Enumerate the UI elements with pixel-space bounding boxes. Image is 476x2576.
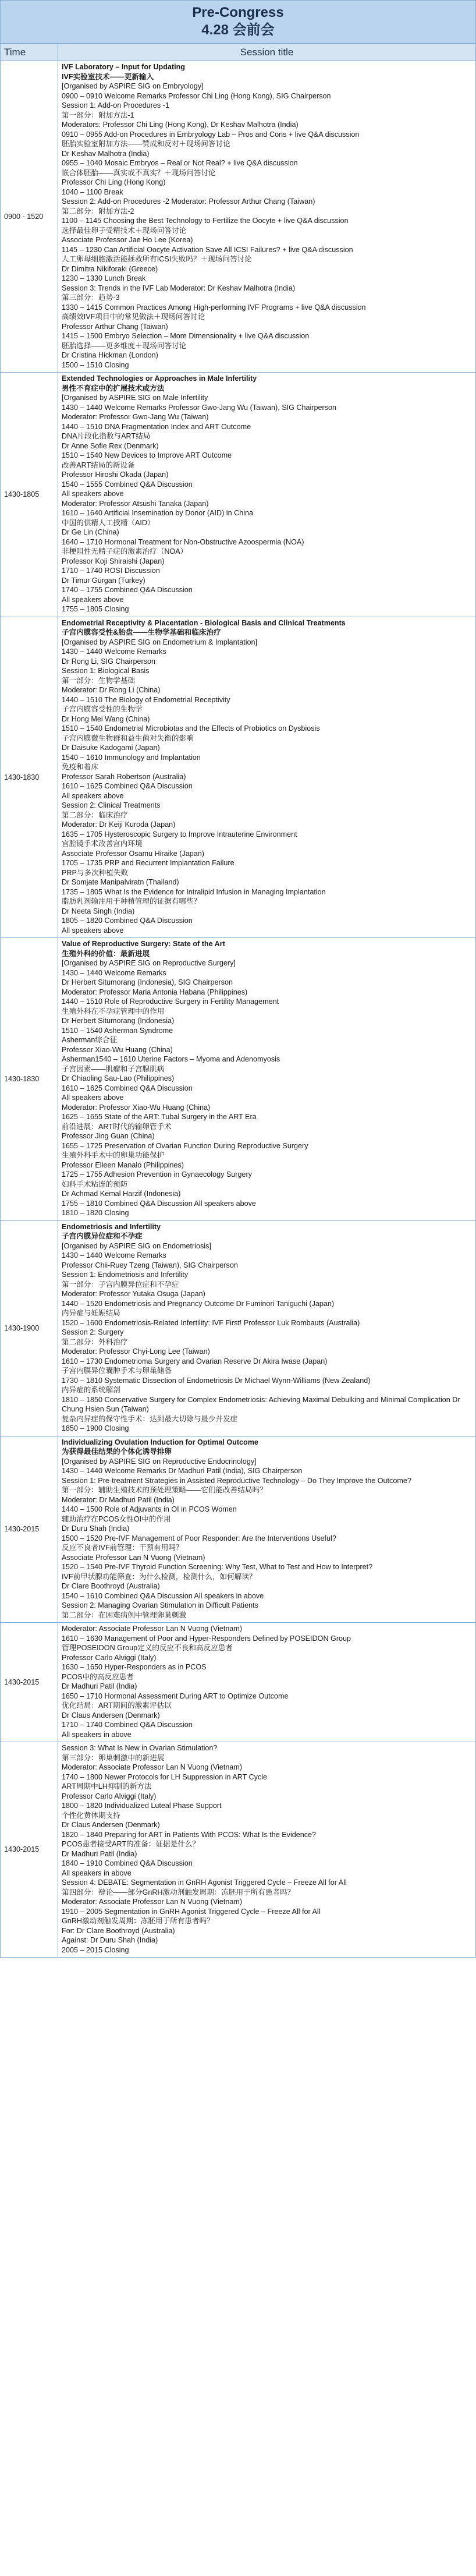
- session-line: 1610 – 1730 Endometrioma Surgery and Ovarian Reserve Dr Akira Iwase (Japan): [62, 1357, 328, 1365]
- session-line: 1800 – 1820 Individualized Luteal Phase Support: [62, 1802, 222, 1810]
- session-line: 第二部分：附加方法-2: [62, 207, 134, 215]
- session-heading: 为获得最佳结果的个体化诱导排卵: [62, 1448, 172, 1456]
- session-line: [Organised by ASPIRE SIG on Reproductive Surgery]: [62, 959, 236, 967]
- session-heading: Individualizing Ovulation Induction for Optimal Outcome: [62, 1438, 258, 1446]
- session-line: 脂肪乳剂输注用于种植管理的证据有哪些？: [62, 897, 201, 905]
- session-line: Dr Daisuke Kadogami (Japan): [62, 744, 160, 752]
- session-line: Session 1: Biological Basis: [62, 667, 150, 675]
- session-line: 1650 – 1710 Hormonal Assessment During ART to Optimize Outcome: [62, 1692, 289, 1700]
- session-line: 0900 – 0910 Welcome Remarks Professor Chi Ling (Hong Kong), SIG Chairperson: [62, 91, 331, 100]
- session-line: 第二部分：临床治疗: [62, 811, 128, 819]
- page-title: Pre-Congress: [192, 5, 284, 20]
- session-line: 第二部分：外科治疗: [62, 1337, 128, 1346]
- session-line: Dr Cristina Hickman (London): [62, 351, 158, 359]
- session-time: 1430-2015: [1, 1436, 58, 1623]
- session-heading: Endometrial Receptivity & Placentation - Biological Basis and Clinical Treatments: [62, 618, 346, 627]
- session-time: 1430-1805: [1, 373, 58, 617]
- session-line: GnRH激动剂触发周期：冻胚用于所有患者吗？: [62, 1917, 214, 1925]
- session-line: 优化结局：ART期间的激素评估以: [62, 1701, 172, 1710]
- session-line: Dr Neeta Singh (India): [62, 907, 135, 915]
- session-line: 人工卵母细胞激活能拯救所有ICSI失败吗？＋现场问答讨论: [62, 255, 252, 263]
- session-line: 1440 – 1510 DNA Fragmentation Index and ART Outcome: [62, 422, 251, 431]
- session-line: Professor Hiroshi Okada (Japan): [62, 470, 169, 479]
- session-time: 0900 - 1520: [1, 61, 58, 373]
- session-line: Moderator: Dr Rong Li (China): [62, 686, 161, 694]
- session-line: 免疫和着床: [62, 763, 98, 771]
- table-row: [1, 617, 476, 938]
- session-heading: 子宫内膜容受性&胎盘——生物学基础和临床治疗: [62, 628, 221, 636]
- session-line: Session 4: DEBATE: Segmentation in GnRH Agonist Triggered Cycle – Freeze All for All: [62, 1878, 347, 1887]
- session-line: 1510 – 1540 New Devices to Improve ART Outcome: [62, 451, 232, 459]
- session-line: 1730 – 1810 Systematic Dissection of Endometriosis Dr Michael Wynn-Williams (New Zealand): [62, 1376, 371, 1385]
- session-line: Moderators: Professor Chi Ling (Hong Kong), Dr Keshav Malhotra (India): [62, 121, 299, 129]
- session-line: 1330 – 1415 Common Practices Among High-performing IVF Programs + live Q&A discussion: [62, 303, 366, 312]
- table-row: [1, 1742, 476, 1958]
- session-line: Dr Clare Boothroyd (Australia): [62, 1582, 160, 1590]
- session-line: Moderator: Associate Professor Lan N Vuong (Vietnam): [62, 1763, 243, 1771]
- session-line: 1040 – 1100 Break: [62, 187, 123, 196]
- session-line: Dr Anne Sofie Rex (Denmark): [62, 441, 159, 450]
- session-line: 1510 – 1540 Endometrial Microbiotas and the Effects of Probiotics on Dysbiosis: [62, 724, 320, 733]
- session-line: 嵌合体胚胎——真实或不真实？＋现场问答讨论: [62, 168, 216, 177]
- session-line: 1735 – 1805 What Is the Evidence for Intralipid Infusion in Managing Implantation: [62, 887, 326, 896]
- title-banner: [0, 0, 476, 44]
- session-line: 0910 – 0955 Add-on Procedures in Embryology Lab – Pros and Cons + live Q&A discussion: [62, 130, 360, 139]
- session-line: 1840 – 1910 Combined Q&A Discussion: [62, 1859, 193, 1867]
- session-line: Professor Chii-Ruey Tzeng (Taiwan), SIG Chairperson: [62, 1261, 238, 1269]
- table-row: [1, 1220, 476, 1436]
- session-line: Asherman综合征: [62, 1036, 118, 1044]
- session-line: Dr Duru Shah (India): [62, 1524, 130, 1533]
- session-line: 生殖外科在不孕症管理中的作用: [62, 1007, 165, 1015]
- session-line: Professor Carlo Alviggi (Italy): [62, 1792, 157, 1800]
- session-heading: 男性不育症中的扩展技术或方法: [62, 384, 165, 392]
- session-line: All speakers above: [62, 926, 124, 935]
- session-details: [58, 1220, 476, 1436]
- session-line: 1740 – 1755 Combined Q&A Discussion: [62, 586, 193, 594]
- session-line: Moderator: Professor Chyi-Long Lee (Taiwan): [62, 1347, 210, 1356]
- session-line: 1520 – 1600 Endometriosis-Related Infertility: IVF First! Professor Luk Rombauts (Australia): [62, 1318, 360, 1327]
- session-line: Session 2: Managing Ovarian Stimulation in Difficult Patients: [62, 1601, 258, 1609]
- session-line: Professor Carlo Alviggi (Italy): [62, 1653, 157, 1662]
- session-line: Associate Professor Osamu Hiraike (Japan): [62, 849, 204, 858]
- session-line: Dr Madhuri Patil (India): [62, 1849, 137, 1858]
- session-line: 胚胎选择——更多维度＋现场问答讨论: [62, 341, 187, 350]
- session-line: 1625 – 1655 State of the ART: Tubal Surgery in the ART Era: [62, 1113, 257, 1121]
- session-line: Associate Professor Jae Ho Lee (Korea): [62, 236, 193, 244]
- session-line: Dr Somjate Manipalviratn (Thailand): [62, 878, 179, 886]
- session-line: 个性化黄体期支持: [62, 1811, 120, 1820]
- session-line: 第一部分：辅助生殖技术的预处理策略——它们能改善结局吗？: [62, 1486, 267, 1494]
- session-details: [58, 1742, 476, 1958]
- session-line: 第一部分：生物学基础: [62, 676, 135, 685]
- session-line: 1440 – 1500 Role of Adjuvants in OI in PCOS Women: [62, 1505, 237, 1513]
- session-line: Session 2: Clinical Treatments: [62, 801, 161, 809]
- session-line: Session 3: Trends in the IVF Lab Moderator: Dr Keshav Malhotra (India): [62, 284, 296, 292]
- session-line: [Organised by ASPIRE SIG on Endometrium & Implantation]: [62, 638, 257, 646]
- session-line: 1630 – 1650 Hyper-Responders as in PCOS: [62, 1663, 207, 1671]
- program-rows: [1, 61, 476, 1958]
- session-line: Session 2: Add-on Procedures -2 Moderator: Professor Arthur Chang (Taiwan): [62, 197, 315, 206]
- session-line: 1540 – 1610 Immunology and Implantation: [62, 753, 201, 762]
- table-row: [1, 1623, 476, 1742]
- session-line: [Organised by ASPIRE SIG on Reproductive Endocrinology]: [62, 1457, 257, 1466]
- session-line: 1755 – 1810 Combined Q&A Discussion All speakers above: [62, 1199, 256, 1208]
- session-line: Professor Xiao-Wu Huang (China): [62, 1045, 173, 1054]
- session-heading: 生殖外科的价值：最新进展: [62, 949, 150, 958]
- session-line: 1640 – 1710 Hormonal Treatment for Non-Obstructive Azoospermia (NOA): [62, 537, 304, 546]
- session-time: 1430-1830: [1, 617, 58, 938]
- session-column-header: Session title: [58, 44, 476, 61]
- session-time: 1430-1900: [1, 1220, 58, 1436]
- session-line: 改善ART结局的新设备: [62, 461, 135, 469]
- session-line: 1610 – 1625 Combined Q&A Discussion: [62, 782, 193, 790]
- session-line: 1710 – 1740 Combined Q&A Discussion: [62, 1721, 193, 1729]
- session-line: 1540 – 1610 Combined Q&A Discussion All speakers in above: [62, 1591, 264, 1600]
- session-line: 第三部分：趋势-3: [62, 293, 120, 302]
- session-line: 1810 – 1850 Conservative Surgery for Complex Endometriosis: Achieving Maximal Debulking and Minimal Complication Dr Chung Hsien Sun (Taiwan): [62, 1395, 460, 1413]
- page-subtitle: 4.28 会前会: [201, 22, 275, 38]
- session-line: 1710 – 1740 ROSI Discussion: [62, 567, 160, 575]
- session-line: 非梗阻性无精子症的激素治疗（NOA）: [62, 547, 188, 555]
- session-time: 1430-1830: [1, 938, 58, 1221]
- session-line: 1100 – 1145 Choosing the Best Technology to Fertilize the Oocyte + live Q&A discussion: [62, 217, 349, 225]
- session-line: 妇科手术粘连的预防: [62, 1180, 128, 1188]
- session-line: Moderator: Dr Keiji Kuroda (Japan): [62, 820, 176, 829]
- session-line: All speakers above: [62, 791, 124, 800]
- session-line: Professor Elleen Manalo (Philippines): [62, 1160, 184, 1169]
- session-line: 1145 – 1230 Can Artificial Oocyte Activation Save All ICSI Failures? + live Q&A discussion: [62, 245, 353, 254]
- session-line: All speakers in above: [62, 1869, 132, 1877]
- session-line: Dr Herbert Situmorang (Indonesia), SIG Chairperson: [62, 978, 233, 986]
- session-line: 高绩效IVF项目中的常见做法＋现场问答讨论: [62, 313, 205, 321]
- session-line: Moderator: Dr Madhuri Patil (India): [62, 1495, 175, 1504]
- session-line: 第一部分：附加方法-1: [62, 111, 134, 119]
- session-details: [58, 938, 476, 1221]
- session-line: 1440 – 1510 The Biology of Endometrial Receptivity: [62, 695, 230, 704]
- session-line: Moderator: Professor Xiao-Wu Huang (China): [62, 1103, 211, 1112]
- session-line: 选择最佳卵子受精技术＋现场问答讨论: [62, 226, 187, 235]
- session-line: 第一部分：子宫内膜异位症和不孕症: [62, 1280, 179, 1289]
- session-line: All speakers above: [62, 595, 124, 604]
- session-line: Dr Chiaoling Sau-Lao (Philippines): [62, 1074, 175, 1082]
- session-line: Associate Professor Lan N Vuong (Vietnam): [62, 1553, 205, 1562]
- session-line: Professor Arthur Chang (Taiwan): [62, 322, 168, 331]
- session-line: Moderator: Professor Yutaka Osuga (Japan): [62, 1290, 205, 1298]
- session-line: 1610 – 1625 Combined Q&A Discussion: [62, 1084, 193, 1092]
- session-line: 1430 – 1440 Welcome Remarks: [62, 647, 166, 656]
- session-details: [58, 373, 476, 617]
- session-line: [Organised by ASPIRE SIG on Embryology]: [62, 82, 204, 90]
- session-heading: 子宫内膜异位症和不孕症: [62, 1232, 143, 1240]
- session-line: Dr Rong Li, SIG Chairperson: [62, 657, 155, 666]
- session-line: Moderator: Professor Atsushi Tanaka (Japan): [62, 499, 209, 508]
- session-line: Dr Keshav Malhotra (India): [62, 149, 150, 158]
- session-line: 第二部分：在困难病例中管理卵巢刺激: [62, 1611, 187, 1619]
- session-line: 1850 – 1900 Closing: [62, 1424, 129, 1432]
- session-line: 1440 – 1510 Role of Reproductive Surgery in Fertility Management: [62, 997, 279, 1006]
- session-line: 1705 – 1735 PRP and Recurrent Implantation Failure: [62, 859, 235, 867]
- session-line: DNA片段化指数与ART结局: [62, 432, 151, 440]
- session-line: 子宫因素——肌瘤和子宫腺肌病: [62, 1064, 165, 1073]
- session-line: 0955 – 1040 Mosaic Embryos – Real or Not Real? + live Q&A discussion: [62, 159, 298, 167]
- session-line: 1415 – 1500 Embryo Selection – More Dimensionality + live Q&A discussion: [62, 332, 310, 340]
- session-line: Professor Sarah Robertson (Australia): [62, 772, 186, 781]
- session-line: 内异症的系统解剖: [62, 1386, 120, 1394]
- session-heading: IVF Laboratory – Input for Updating: [62, 63, 185, 71]
- session-line: 子宫内膜异位囊肿手术与卵巢储备: [62, 1367, 172, 1375]
- session-line: 1520 – 1540 Pre-IVF Thyroid Function Screening: Why Test, What to Test and How to Interpret?: [62, 1563, 373, 1571]
- session-heading: Extended Technologies or Approaches in Male Infertility: [62, 374, 257, 383]
- session-heading: Value of Reproductive Surgery: State of the Art: [62, 940, 225, 948]
- session-line: Moderator: Professor Maria Antonia Habana (Philippines): [62, 988, 248, 996]
- session-line: 1540 – 1555 Combined Q&A Discussion: [62, 480, 193, 489]
- session-line: Session 2: Surgery: [62, 1328, 124, 1336]
- session-details: [58, 617, 476, 938]
- session-line: Dr Madhuri Patil (India): [62, 1682, 137, 1690]
- session-line: Asherman1540 – 1610 Uterine Factors – Myoma and Adenomyosis: [62, 1055, 280, 1063]
- session-line: 第四部分：辩论——部分GnRH激动剂触发周期：冻胚用于所有患者吗？: [62, 1888, 295, 1896]
- session-line: 1740 – 1800 Newer Protocols for LH Suppression in ART Cycle: [62, 1772, 268, 1781]
- session-line: 1810 – 1820 Closing: [62, 1209, 129, 1217]
- session-heading: Endometriosis and Infertility: [62, 1222, 161, 1231]
- session-time: 1430-2015: [1, 1623, 58, 1742]
- session-line: 1805 – 1820 Combined Q&A Discussion: [62, 917, 193, 925]
- session-line: Dr Timur Gürgan (Turkey): [62, 576, 145, 585]
- program-table: [0, 44, 476, 1958]
- session-line: 内异症与妊娠结局: [62, 1309, 120, 1317]
- session-line: 1500 – 1510 Closing: [62, 360, 129, 369]
- session-line: 1430 – 1440 Welcome Remarks: [62, 968, 166, 977]
- session-line: 1510 – 1540 Asherman Syndrome: [62, 1026, 173, 1035]
- session-line: Session 1: Endometriosis and Infertility: [62, 1271, 188, 1279]
- session-line: Professor Chi Ling (Hong Kong): [62, 178, 166, 186]
- session-line: 1910 – 2005 Segmentation in GnRH Agonist Triggered Cycle – Freeze All for All: [62, 1907, 321, 1916]
- session-line: Moderator: Professor Gwo-Jang Wu (Taiwan): [62, 413, 209, 421]
- session-time: 1430-2015: [1, 1742, 58, 1958]
- session-line: Session 1: Pre-treatment Strategies in Assisted Reproductive Technology – Do They Improve the Outcome?: [62, 1476, 411, 1485]
- session-details: [58, 1436, 476, 1623]
- session-line: 1755 – 1805 Closing: [62, 605, 129, 613]
- table-row: [1, 61, 476, 373]
- session-line: 2005 – 2015 Closing: [62, 1945, 129, 1954]
- session-line: 1230 – 1330 Lunch Break: [62, 274, 146, 282]
- session-line: 辅助治疗在PCOS女性OI中的作用: [62, 1515, 171, 1523]
- session-line: Dr Claus Andersen (Denmark): [62, 1711, 160, 1719]
- session-line: Against: Dr Duru Shah (India): [62, 1936, 158, 1944]
- session-line: 1500 – 1520 Pre-IVF Management of Poor Responder: Are the Interventions Useful?: [62, 1534, 336, 1542]
- session-line: PCOS患者接受ART的准备：证据是什么？: [62, 1840, 200, 1848]
- session-line: [Organised by ASPIRE SIG on Endometriosis]: [62, 1241, 211, 1250]
- session-line: PRP与多次种植失败: [62, 868, 129, 877]
- session-line: Professor Jing Guan (China): [62, 1132, 155, 1140]
- session-line: 中国的供精人工授精（AID）: [62, 518, 155, 527]
- table-row: [1, 1436, 476, 1623]
- session-line: Dr Hong Mei Wang (China): [62, 714, 150, 723]
- session-line: ART周期中LH抑制的新方法: [62, 1782, 152, 1791]
- session-line: All speakers above: [62, 1094, 124, 1102]
- session-details: [58, 61, 476, 373]
- session-line: Dr Achmad Kemal Harzif (Indonesia): [62, 1190, 181, 1198]
- session-line: 胚胎实验室附加方法——赞成和反对＋现场问答讨论: [62, 140, 230, 148]
- session-line: Dr Dimitra Nikiforaki (Greece): [62, 264, 158, 273]
- session-line: Dr Herbert Situmorang (Indonesia): [62, 1017, 175, 1025]
- session-heading: IVF实验室技术——更新输入: [62, 72, 154, 81]
- session-line: Professor Koji Shiraishi (Japan): [62, 557, 165, 565]
- time-column-header: Time: [1, 44, 58, 61]
- table-row: [1, 373, 476, 617]
- session-line: 管理POSEIDON Group定义的反应不良和高反应患者: [62, 1644, 233, 1652]
- session-line: For: Dr Clare Boothroyd (Australia): [62, 1926, 175, 1935]
- session-line: All speakers in above: [62, 1730, 132, 1739]
- table-header-row: [1, 44, 476, 61]
- session-line: 宫腔镜手术改善宫内环境: [62, 840, 143, 848]
- session-line: All speakers above: [62, 490, 124, 498]
- session-line: 1820 – 1840 Preparing for ART in Patients With PCOS: What Is the Evidence?: [62, 1830, 317, 1839]
- session-line: 1635 – 1705 Hysteroscopic Surgery to Improve Intrauterine Environment: [62, 830, 297, 838]
- session-line: 1655 – 1725 Preservation of Ovarian Function During Reproductive Surgery: [62, 1141, 308, 1150]
- table-row: [1, 938, 476, 1221]
- session-line: 子宫内膜微生物群和益生菌对失衡的影响: [62, 734, 194, 742]
- session-line: IVF前甲状腺功能筛查：为什么检测，检测什么，如何解读？: [62, 1572, 257, 1581]
- session-details: [58, 1623, 476, 1742]
- session-line: 1430 – 1440 Welcome Remarks Professor Gwo-Jang Wu (Taiwan), SIG Chairperson: [62, 403, 337, 412]
- session-line: 反应不良者IVF前管理：干预有用吗？: [62, 1544, 183, 1552]
- session-line: 1430 – 1440 Welcome Remarks Dr Madhuri Patil (India), SIG Chairperson: [62, 1467, 303, 1475]
- session-line: PCOS中的高反应患者: [62, 1672, 134, 1681]
- session-line: 子宫内膜容受性的生物学: [62, 705, 143, 713]
- session-line: 1440 – 1520 Endometriosis and Pregnancy Outcome Dr Fuminori Taniguchi (Japan): [62, 1299, 335, 1308]
- session-line: Session 1: Add-on Procedures -1: [62, 101, 169, 109]
- session-line: 1610 – 1640 Artificial Insemination by Donor (AID) in China: [62, 509, 254, 517]
- session-line: 前沿进展：ART时代的输卵管手术: [62, 1122, 172, 1131]
- session-line: 1430 – 1440 Welcome Remarks: [62, 1251, 166, 1259]
- session-line: Dr Ge Lin (China): [62, 528, 119, 536]
- session-line: Session 3: What Is New in Ovarian Stimulation?: [62, 1744, 218, 1752]
- session-line: Dr Claus Andersen (Denmark): [62, 1821, 160, 1829]
- session-line: Moderator: Associate Professor Lan N Vuong (Vietnam): [62, 1898, 243, 1906]
- session-line: Moderator: Associate Professor Lan N Vuong (Vietnam): [62, 1625, 243, 1633]
- session-line: [Organised by ASPIRE SIG on Male Infertility: [62, 394, 208, 402]
- session-line: 1725 – 1755 Adhesion Prevention in Gynaecology Surgery: [62, 1170, 252, 1179]
- session-line: 复杂内异症的保守性手术：达到最大切除与最少并发症: [62, 1414, 238, 1423]
- session-line: 生殖外科手术中的卵巢功能保护: [62, 1151, 165, 1159]
- session-line: 1610 – 1630 Management of Poor and Hyper-Responders Defined by POSEIDON Group: [62, 1634, 351, 1643]
- session-line: 第三部分：卵巢刺激中的新进展: [62, 1753, 165, 1762]
